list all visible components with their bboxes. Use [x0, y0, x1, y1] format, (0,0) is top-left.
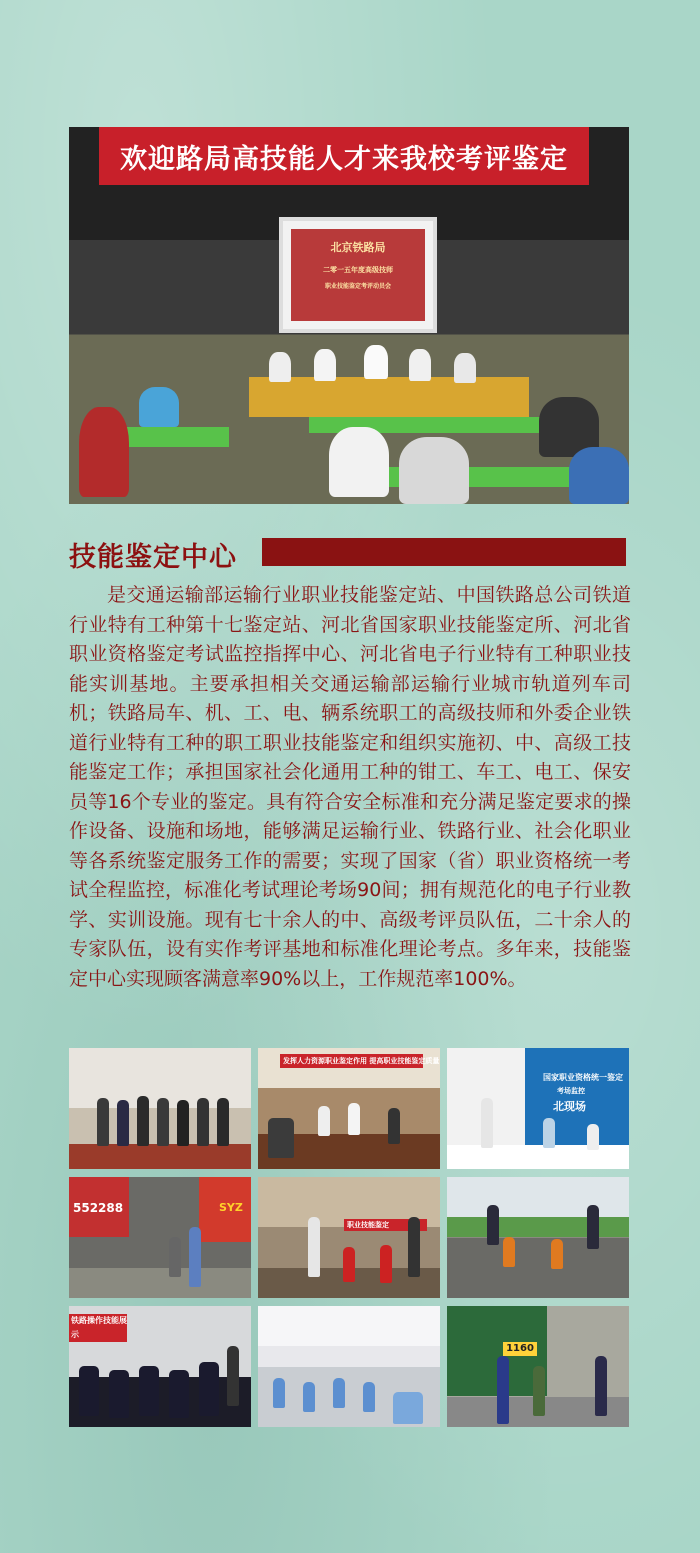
- photo-sign-text: 北现场: [553, 1100, 586, 1113]
- photo-track-exam: [258, 1177, 440, 1298]
- photo-locomotive: [447, 1306, 629, 1427]
- heading-bar: [262, 538, 626, 566]
- screen-caption: 职业技能鉴定考评动员会: [324, 283, 391, 290]
- screen-subtitle: 二零一五年度高级技师: [323, 265, 393, 274]
- section-heading: 技能鉴定中心: [69, 542, 237, 573]
- attendee: [454, 353, 476, 383]
- photo-exam-monitor: [447, 1048, 629, 1169]
- attendee: [399, 437, 469, 504]
- photo-train-carriage: [69, 1177, 251, 1298]
- hero-photo: [69, 127, 629, 504]
- projection-screen: [279, 217, 437, 333]
- attendee: [314, 349, 336, 381]
- photo-loco-number: 1160: [503, 1342, 537, 1356]
- photo-skill-demo: [69, 1306, 251, 1427]
- photo-grid: [69, 1048, 629, 1428]
- photo-train-mark: SYZ: [219, 1201, 243, 1214]
- photo-tent-text: 职业技能鉴定: [344, 1219, 427, 1231]
- attendee: [409, 349, 431, 381]
- photo-classroom-exam: [258, 1306, 440, 1427]
- attendee: [139, 387, 179, 427]
- screen-content: [291, 229, 425, 321]
- attendee: [364, 345, 388, 379]
- attendee: [329, 427, 389, 497]
- photo-sign-text: 国家职业资格统一鉴定: [543, 1073, 623, 1082]
- photo-group-portrait: [69, 1048, 251, 1169]
- photo-wall-text: 铁路操作技能展示: [69, 1314, 127, 1342]
- attendee: [79, 407, 129, 497]
- head-table: [249, 377, 529, 417]
- photo-meeting: [258, 1048, 440, 1169]
- photo-train-number: 552288: [73, 1201, 124, 1215]
- attendee: [269, 352, 291, 382]
- photo-rail-work: [447, 1177, 629, 1298]
- welcome-banner: 欢迎路局高技能人才来我校考评鉴定: [99, 127, 589, 185]
- section-body: 是交通运输部运输行业职业技能鉴定站、中国铁路总公司铁道行业特有工种第十七鉴定站、河北省国家职业技能鉴定所、河北省职业资格鉴定考试监控指挥中心、河北省电子行业特有工种职业技能实训基地。主要承担相关交通运输部运输行业城市轨道列车司机；铁路局车、机、工、电、辆系统职工的高级技师和外委企业铁道行业特有工种的职工职业技能鉴定和组织实施初、中、高级工技能鉴定工作；承担国家社会化通用工种的钳工、车工、电工、保安员等16个专业的鉴定。具有符合安全标准和充分满足鉴定要求的操作设备、设施和场地，能够满足运输行业、铁路行业、社会化职业等各系统鉴定服务工作的需要；实现了国家（省）职业资格统一考试全程监控，标准化考试理论考场90间；拥有规范化的电子行业教学、实训设施。现有七十余人的中、高级考评员队伍，二十余人的专家队伍，设有实作考评基地和标准化理论考点。多年来，技能鉴定中心实现顾客满意率90%以上，工作规范率100%。: [69, 584, 631, 990]
- screen-title: 北京铁路局: [330, 241, 386, 254]
- photo-sign-text: 考场监控: [557, 1087, 585, 1095]
- attendee: [569, 447, 629, 504]
- photo-banner-text: 发挥人力资源职业鉴定作用 提高职业技能鉴定质量: [280, 1054, 423, 1068]
